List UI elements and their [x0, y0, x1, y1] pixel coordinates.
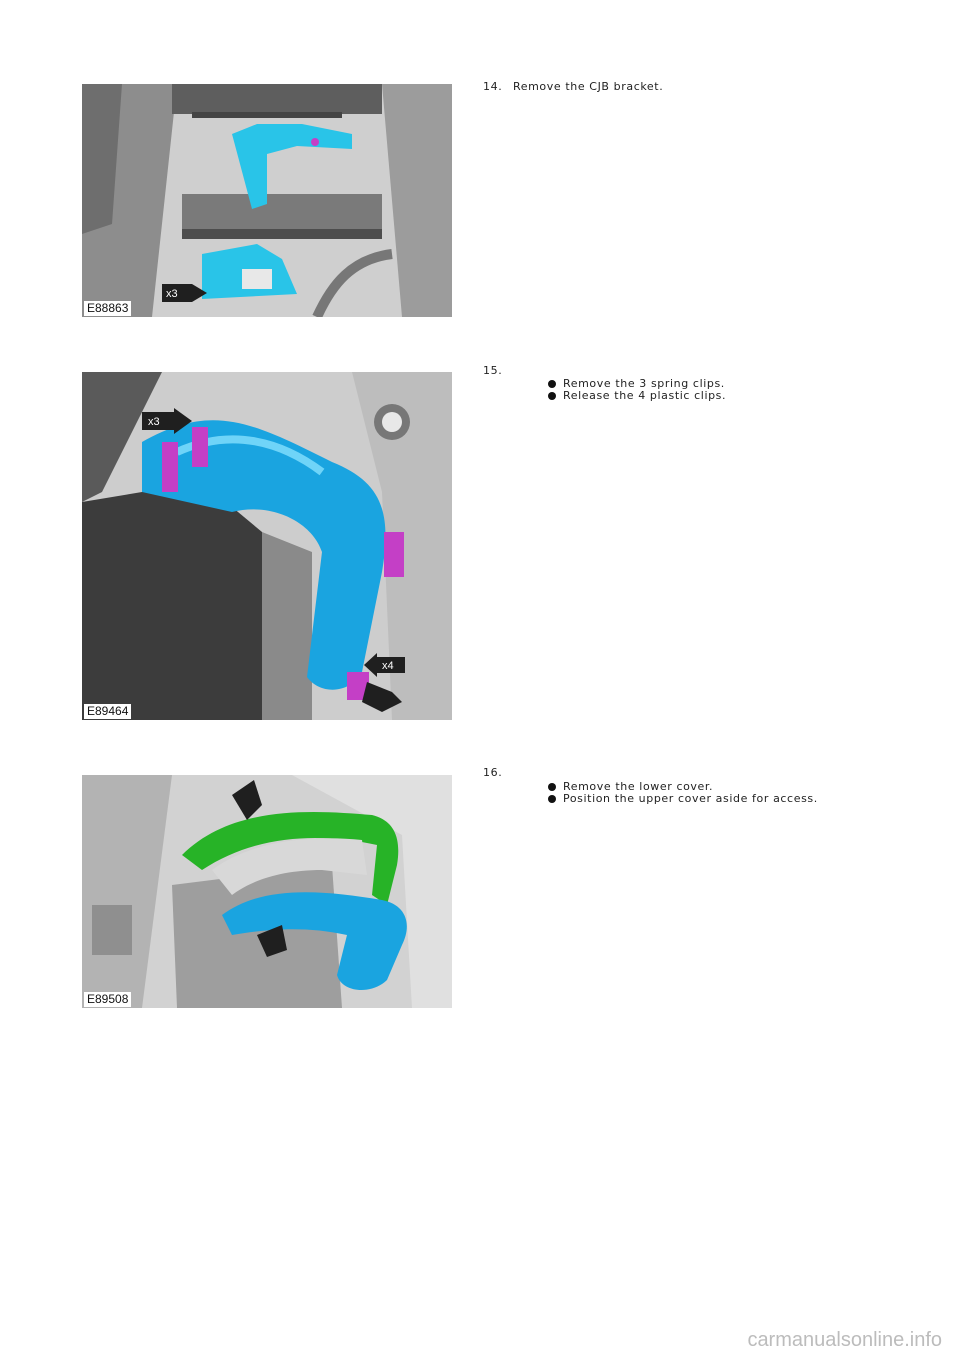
step-15-bullets	[548, 378, 726, 402]
step-text: Remove the CJB bracket.	[513, 80, 664, 93]
step-number: 15.	[483, 364, 503, 377]
list-item	[548, 390, 726, 402]
step-number: 14.	[483, 80, 503, 93]
figure-e89464	[82, 372, 452, 720]
bullet-text: Release the 4 plastic clips.	[563, 389, 727, 402]
figure-e89508	[82, 775, 452, 1008]
bullet-icon	[548, 795, 556, 803]
step-number: 16.	[483, 766, 503, 779]
list-item	[548, 793, 818, 805]
step-15-number	[483, 364, 513, 377]
cjb-bracket-illustration	[82, 84, 452, 317]
figure-code: E89464	[84, 704, 131, 719]
step-14	[483, 80, 663, 93]
cover-illustration	[82, 775, 452, 1008]
step-16-number	[483, 766, 513, 779]
bullet-icon	[548, 783, 556, 791]
figure-code: E89508	[84, 992, 131, 1007]
step-16-bullets	[548, 781, 818, 805]
callout-x3: x3	[166, 288, 178, 300]
figure-e88863	[82, 84, 452, 317]
callout-x3: x3	[148, 416, 160, 428]
spring-clips-illustration	[82, 372, 452, 720]
bullet-icon	[548, 392, 556, 400]
bullet-text: Position the upper cover aside for access.	[563, 792, 818, 805]
bullet-text: Remove the 3 spring clips.	[563, 377, 725, 390]
watermark-link[interactable]: carmanualsonline.info	[747, 1329, 942, 1351]
figure-code: E88863	[84, 301, 131, 316]
callout-x4: x4	[382, 660, 394, 672]
bullet-text: Remove the lower cover.	[563, 780, 714, 793]
bullet-icon	[548, 380, 556, 388]
